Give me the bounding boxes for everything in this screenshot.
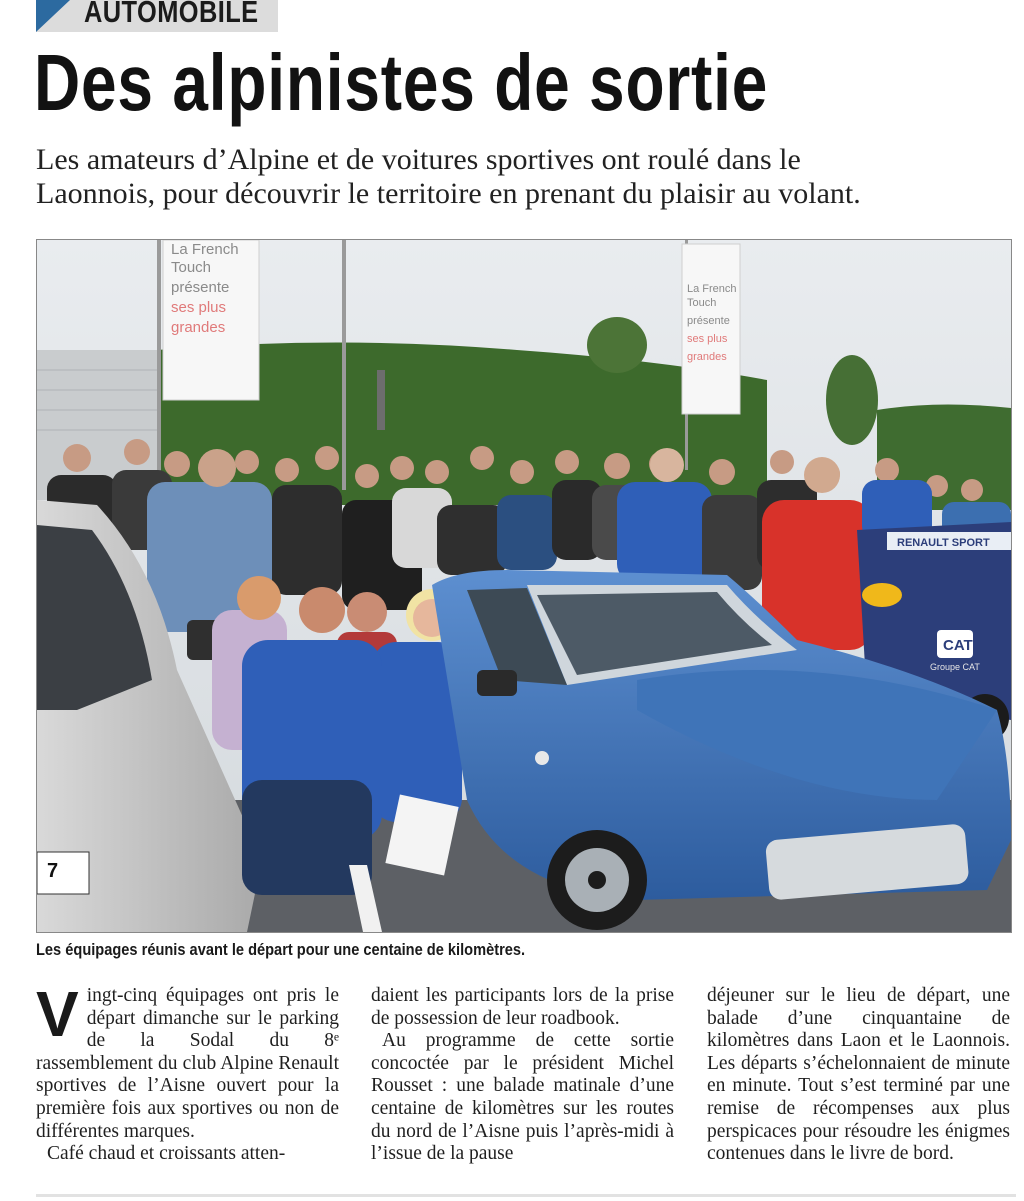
photo-caption: Les équipages réunis avant le départ pour une centaine de kilomètres. [36, 940, 526, 959]
svg-text:CAT: CAT [943, 637, 973, 654]
article-photo [36, 239, 1012, 933]
svg-text:Groupe CAT: Groupe CAT [930, 662, 980, 672]
article-column-3 [707, 985, 1010, 1166]
svg-text:présente: présente [171, 279, 230, 296]
article-paragraph: Café chaud et croissants atten- [47, 1143, 286, 1165]
article-paragraph [36, 978, 339, 1143]
svg-text:grandes: grandes [171, 319, 226, 336]
photo-illustration [37, 240, 1011, 932]
section-rubric [36, 0, 278, 32]
svg-text:grandes: grandes [687, 351, 727, 363]
flag-right [682, 244, 740, 414]
flag-left [163, 240, 259, 400]
svg-text:La French: La French [687, 283, 737, 295]
headline: Des alpinistes de sortie [34, 38, 769, 127]
bottom-rule [36, 1194, 1016, 1197]
article-paragraph: déjeuner sur le lieu de départ, une balade d’une cinquantaine de kilomètres dans Laon et le Laonnois. Les départs s’échelonnaient de minute en minute. Tout s’est terminé par une remise de récompenses aux plus perspicaces pour résoudre les énigmes contenues dans le livre de bord. [707, 985, 1010, 1165]
svg-text:ses plus: ses plus [171, 299, 227, 316]
front-group [212, 576, 462, 895]
svg-text:ses plus: ses plus [687, 333, 728, 345]
rubric-label: AUTOMOBILE [84, 0, 259, 29]
article-paragraph: daient les participants lors de la prise de possession de leur roadbook. [371, 985, 674, 1029]
dropcap: V [36, 978, 79, 1050]
article-column-2 [371, 985, 674, 1166]
article-text: ingt-cinq équipages ont pris le départ dimanche sur le parking de la Sodal du 8ᵉ rassemblement du club Alpine Renault sportives de l’Aisne ouvert pour la première fois aux sportives ou non de différentes marques. [36, 985, 339, 1142]
article-column-1 [36, 978, 339, 1166]
svg-text:La French: La French [171, 241, 239, 258]
standfirst: Les amateurs d’Alpine et de voitures sportives ont roulé dans le Laonnois, pour découvrir le territoire en prenant du plaisir au volant. [36, 143, 861, 210]
svg-text:Touch: Touch [687, 297, 717, 309]
rubric-accent-mark [36, 0, 70, 32]
svg-text:RENAULT SPORT: RENAULT SPORT [897, 537, 990, 549]
svg-text:présente: présente [687, 315, 730, 327]
svg-text:7: 7 [47, 860, 59, 882]
article-paragraph: Au programme de cette sortie concoctée par le président Michel Rousset : une balade matinale d’une centaine de kilomètres sur les routes du nord de l’Aisne puis l’après-midi à l’issue de la pause [371, 1030, 674, 1165]
svg-text:Touch: Touch [171, 259, 212, 276]
